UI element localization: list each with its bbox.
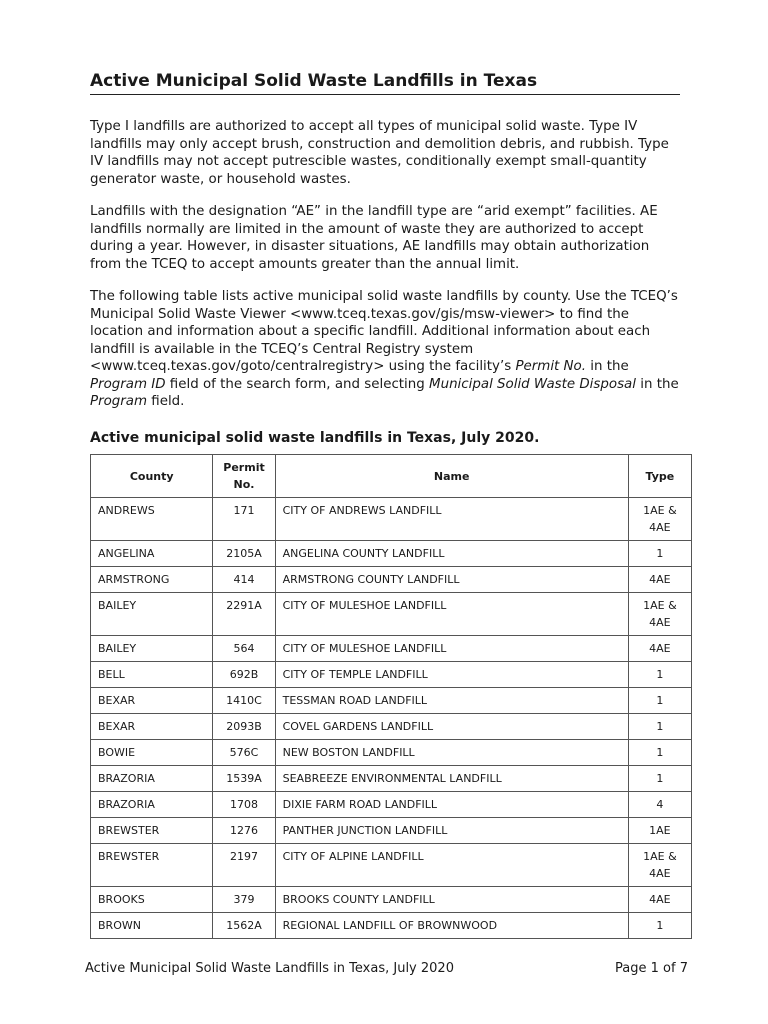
- table-row: [91, 593, 692, 636]
- cell-name: CITY OF TEMPLE LANDFILL: [275, 662, 628, 688]
- cell-name: CITY OF MULESHOE LANDFILL: [275, 593, 628, 636]
- table-row: [91, 844, 692, 887]
- table-body: [91, 498, 692, 939]
- intro-text-2: in the: [586, 359, 629, 374]
- cell-name: CITY OF MULESHOE LANDFILL: [275, 636, 628, 662]
- cell-permit: 2291A: [213, 593, 275, 636]
- cell-permit: 692B: [213, 662, 275, 688]
- cell-name: NEW BOSTON LANDFILL: [275, 740, 628, 766]
- cell-permit: 171: [213, 498, 275, 541]
- intro-text-5: field.: [147, 394, 185, 409]
- cell-name: PANTHER JUNCTION LANDFILL: [275, 818, 628, 844]
- intro-em-program-id: Program ID: [90, 376, 166, 392]
- cell-type: 1AE & 4AE: [628, 498, 691, 541]
- intro-text-1: The following table lists active municipal solid waste landfills by county. Use the TCEQ’s Municipal Solid Waste Viewer <www.tceq.texas.gov/gis/msw-viewer> to find the location and information about a specific landfill. Additional information about each landfill is available in the TCEQ’s Central Registry system <www.tceq.texas.gov/goto/centralregistry> using the facility’s: [90, 289, 678, 374]
- cell-name: TESSMAN ROAD LANDFILL: [275, 688, 628, 714]
- cell-type: 4: [628, 792, 691, 818]
- cell-permit: 414: [213, 567, 275, 593]
- table-row: [91, 498, 692, 541]
- cell-county: BREWSTER: [91, 844, 213, 887]
- cell-county: ANGELINA: [91, 541, 213, 567]
- cell-permit: 1562A: [213, 913, 275, 939]
- intro-text-3: field of the search form, and selecting: [165, 376, 430, 392]
- cell-permit: 576C: [213, 740, 275, 766]
- intro-em-permit: Permit No.: [515, 359, 587, 374]
- cell-county: BAILEY: [91, 636, 213, 662]
- cell-type: 1AE & 4AE: [628, 844, 691, 887]
- cell-name: REGIONAL LANDFILL OF BROWNWOOD: [275, 913, 628, 939]
- cell-permit: 379: [213, 887, 275, 913]
- cell-county: ARMSTRONG: [91, 567, 213, 593]
- document-title: Active Municipal Solid Waste Landfills in Texas: [90, 70, 680, 95]
- cell-county: BRAZORIA: [91, 766, 213, 792]
- table-row: [91, 740, 692, 766]
- cell-type: 1: [628, 662, 691, 688]
- page-number: Page 1 of 7: [615, 961, 688, 976]
- cell-county: BROWN: [91, 913, 213, 939]
- table-row: [91, 913, 692, 939]
- cell-name: BROOKS COUNTY LANDFILL: [275, 887, 628, 913]
- cell-type: 1: [628, 541, 691, 567]
- paragraph-table-intro: [90, 288, 680, 411]
- cell-county: BRAZORIA: [91, 792, 213, 818]
- cell-permit: 1276: [213, 818, 275, 844]
- cell-county: BOWIE: [91, 740, 213, 766]
- cell-name: CITY OF ANDREWS LANDFILL: [275, 498, 628, 541]
- cell-county: BELL: [91, 662, 213, 688]
- cell-permit: 1539A: [213, 766, 275, 792]
- cell-county: ANDREWS: [91, 498, 213, 541]
- table-row: [91, 567, 692, 593]
- table-row: [91, 714, 692, 740]
- table-header-row: [91, 455, 692, 498]
- table-row: [91, 688, 692, 714]
- header-type: Type: [628, 455, 691, 498]
- cell-type: 1: [628, 740, 691, 766]
- cell-type: 1: [628, 688, 691, 714]
- table-row: [91, 662, 692, 688]
- table-row: [91, 541, 692, 567]
- paragraph-landfill-types: Type I landfills are authorized to accept all types of municipal solid waste. Type IV landfills may only accept brush, construction and demolition debris, and rubbish. Type IV landfills may not accept putrescible wastes, conditionally exempt small-quantity generator waste, or household wastes.: [90, 119, 669, 187]
- cell-name: ARMSTRONG COUNTY LANDFILL: [275, 567, 628, 593]
- cell-type: 1: [628, 714, 691, 740]
- table-row: [91, 792, 692, 818]
- cell-type: 4AE: [628, 636, 691, 662]
- cell-county: BEXAR: [91, 688, 213, 714]
- cell-county: BROOKS: [91, 887, 213, 913]
- cell-type: 1AE & 4AE: [628, 593, 691, 636]
- header-county: County: [91, 455, 213, 498]
- cell-type: 1: [628, 913, 691, 939]
- cell-name: DIXIE FARM ROAD LANDFILL: [275, 792, 628, 818]
- cell-name: COVEL GARDENS LANDFILL: [275, 714, 628, 740]
- cell-permit: 2105A: [213, 541, 275, 567]
- header-name: Name: [275, 455, 628, 498]
- cell-name: ANGELINA COUNTY LANDFILL: [275, 541, 628, 567]
- table-row: [91, 636, 692, 662]
- landfills-table: [90, 454, 692, 939]
- cell-permit: 564: [213, 636, 275, 662]
- cell-type: 1: [628, 766, 691, 792]
- cell-permit: 2093B: [213, 714, 275, 740]
- cell-county: BEXAR: [91, 714, 213, 740]
- cell-type: 4AE: [628, 567, 691, 593]
- cell-county: BAILEY: [91, 593, 213, 636]
- cell-name: CITY OF ALPINE LANDFILL: [275, 844, 628, 887]
- cell-type: 4AE: [628, 887, 691, 913]
- table-row: [91, 887, 692, 913]
- cell-permit: 1708: [213, 792, 275, 818]
- paragraph-arid-exempt: Landfills with the designation “AE” in the landfill type are “arid exempt” facilities. AE landfills normally are limited in the amount of waste they are authorized to accept during a year. However, in disaster situations, AE landfills may obtain authorization from the TCEQ to accept amounts greater than the annual limit.: [90, 204, 658, 272]
- footer-title: Active Municipal Solid Waste Landfills in Texas, July 2020: [85, 961, 454, 976]
- cell-county: BREWSTER: [91, 818, 213, 844]
- intro-em-program: Program: [90, 394, 148, 409]
- table-row: [91, 818, 692, 844]
- table-row: [91, 766, 692, 792]
- intro-em-msw-disposal: Municipal Solid Waste Disposal: [429, 376, 636, 392]
- cell-permit: 2197: [213, 844, 275, 887]
- intro-text-4: in the: [635, 376, 679, 392]
- cell-name: SEABREEZE ENVIRONMENTAL LANDFILL: [275, 766, 628, 792]
- table-caption: Active municipal solid waste landfills in Texas, July 2020.: [90, 430, 540, 446]
- header-permit: Permit No.: [213, 455, 275, 498]
- cell-permit: 1410C: [213, 688, 275, 714]
- cell-type: 1AE: [628, 818, 691, 844]
